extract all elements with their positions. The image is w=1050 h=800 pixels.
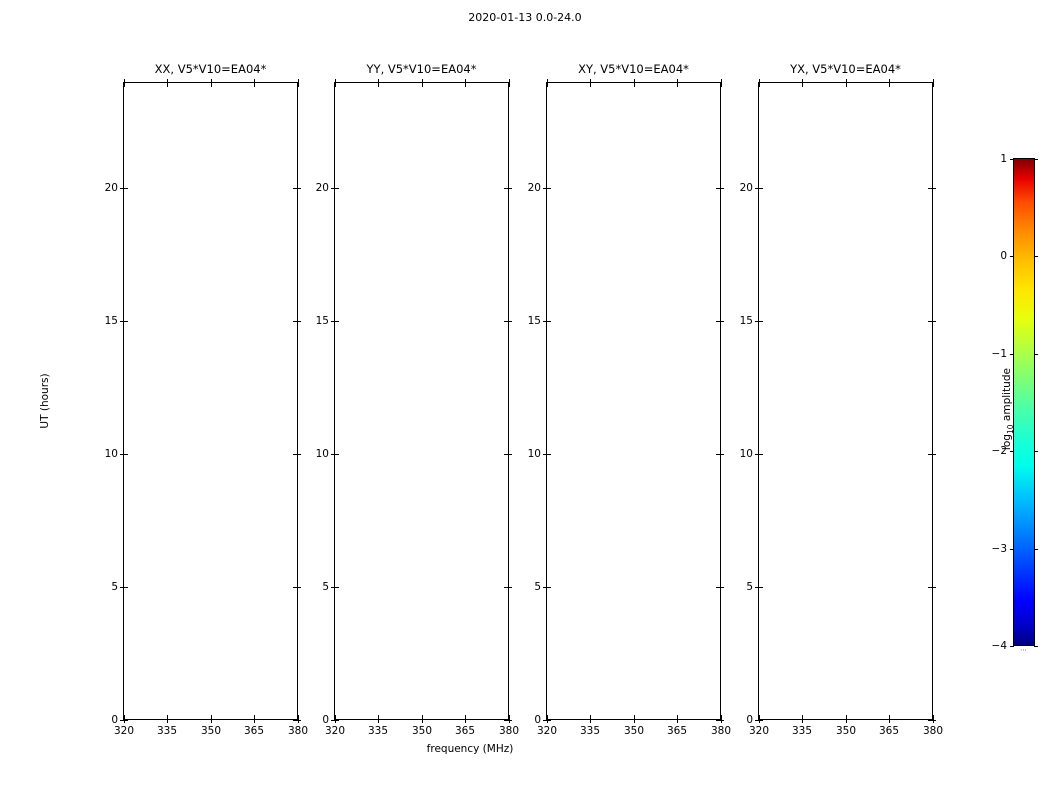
- xtick-label-320: 320: [536, 725, 558, 737]
- colorbar-label-suffix: amplitude: [1000, 368, 1013, 425]
- xtick-label-380: 380: [710, 725, 732, 737]
- xtick-label-335: 335: [367, 725, 389, 737]
- plot-area-yx[interactable]: [739, 82, 944, 737]
- xtick-label-365: 365: [666, 725, 688, 737]
- colorbar-label-prefix: log: [1000, 434, 1013, 451]
- ytick-label-20: 20: [739, 182, 753, 194]
- colorbar-tick-0: 0: [1000, 250, 1007, 262]
- ytick-label-5: 5: [111, 581, 118, 593]
- colorbar-label-sub: 10: [1006, 424, 1016, 435]
- xtick-label-380: 380: [922, 725, 944, 737]
- xtick-label-320: 320: [748, 725, 770, 737]
- ytick-label-20: 20: [104, 182, 118, 194]
- colorbar-tick--2: −2: [991, 445, 1007, 457]
- panel-title-xy: XY, V5*V10=EA04*: [578, 62, 689, 76]
- colorbar-tick--3: −3: [991, 543, 1007, 555]
- y-axis-label: UT (hours): [39, 373, 51, 429]
- panel-yx: [739, 62, 944, 737]
- xtick-label-380: 380: [287, 725, 309, 737]
- xtick-label-320: 320: [113, 725, 135, 737]
- panel-yy: [315, 62, 520, 737]
- xtick-label-380: 380: [498, 725, 520, 737]
- ytick-label-10: 10: [527, 448, 541, 460]
- xtick-label-365: 365: [243, 725, 265, 737]
- ytick-label-5: 5: [746, 581, 753, 593]
- ytick-label-0: 0: [111, 714, 118, 726]
- xtick-label-335: 335: [579, 725, 601, 737]
- plot-area-yy[interactable]: [315, 82, 520, 737]
- xtick-label-335: 335: [156, 725, 178, 737]
- ytick-label-0: 0: [746, 714, 753, 726]
- xtick-label-320: 320: [324, 725, 346, 737]
- xtick-label-335: 335: [791, 725, 813, 737]
- colorbar-under-marker: ⋯: [1020, 646, 1028, 654]
- colorbar-label: [1001, 368, 1015, 450]
- xtick-label-365: 365: [454, 725, 476, 737]
- ytick-label-15: 15: [739, 315, 753, 327]
- ytick-label-5: 5: [534, 581, 541, 593]
- xtick-label-350: 350: [411, 725, 433, 737]
- colorbar-tick--4: −4: [991, 640, 1007, 652]
- panel-xx: [104, 62, 309, 737]
- ytick-label-15: 15: [315, 315, 329, 327]
- ytick-label-5: 5: [322, 581, 329, 593]
- panel-xy: [527, 62, 732, 737]
- plot-area-xx[interactable]: [104, 82, 309, 737]
- ytick-label-20: 20: [315, 182, 329, 194]
- ytick-label-10: 10: [315, 448, 329, 460]
- figure-suptitle: 2020-01-13 0.0-24.0: [468, 11, 582, 24]
- ytick-label-20: 20: [527, 182, 541, 194]
- xtick-label-350: 350: [623, 725, 645, 737]
- colorbar-tick-1: 1: [1000, 153, 1007, 165]
- ytick-label-0: 0: [322, 714, 329, 726]
- ytick-label-15: 15: [104, 315, 118, 327]
- x-axis-label: frequency (MHz): [426, 743, 514, 755]
- plot-area-xy[interactable]: [527, 82, 732, 737]
- ytick-label-10: 10: [104, 448, 118, 460]
- ytick-label-0: 0: [534, 714, 541, 726]
- panel-title-xx: XX, V5*V10=EA04*: [154, 62, 267, 76]
- xtick-label-365: 365: [878, 725, 900, 737]
- ytick-label-10: 10: [739, 448, 753, 460]
- panel-title-yy: YY, V5*V10=EA04*: [366, 62, 477, 76]
- xtick-label-350: 350: [200, 725, 222, 737]
- panel-title-yx: YX, V5*V10=EA04*: [790, 62, 901, 76]
- ytick-label-15: 15: [527, 315, 541, 327]
- xtick-label-350: 350: [835, 725, 857, 737]
- colorbar-tick--1: −1: [991, 348, 1007, 360]
